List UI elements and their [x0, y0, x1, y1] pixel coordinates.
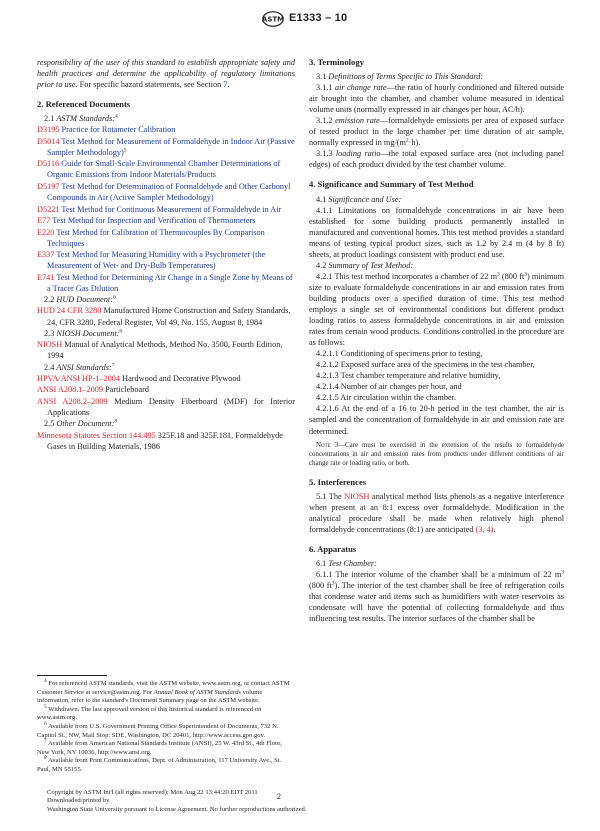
astm-logo-icon	[262, 11, 284, 27]
reference-item: D5197 Test Method for Determination of Formaldehyde and Other Carbonyl Compounds in Air (Active Sampler Methodology)	[37, 181, 291, 203]
reference-item: HPVA/ANSI HP-1–2004 Hardwood and Decorative Plywood	[37, 373, 241, 383]
reference-link[interactable]: D5014	[37, 136, 60, 146]
reference-item: D5116 Guide for Small-Scale Environmental Chamber Determinations of Organic Emissions from Indoor Materials/Products	[37, 159, 281, 180]
reference-link[interactable]: E741	[37, 272, 55, 282]
definition-paragraph: 3.1.1 air change rate—the ratio of hourly conditioned and filtered outside air brought into the chamber, and chamber volume measured in identical volume units (normally expressed in air changes per hour, AC/h).	[309, 83, 564, 115]
section-heading-5: 5. Interferences	[309, 476, 367, 487]
copyright-notice: Copyright by ASTM Int'l (all rights reserved); Mon Aug 22 13:44:20 EDT 2011 Downloaded/printed by Washington State University pursuant to License Agreement. No further reproductions authorized.	[47, 789, 307, 813]
reference-item: E337 Test Method for Measuring Humidity with a Psychrometer (the Measurement of Wet- and Dry-Bulb Temperatures)	[37, 250, 266, 271]
section-heading-4: 4. Significance and Summary of Test Method	[309, 179, 474, 190]
note: Note 3—Care must be exercised in the extension of the results to formaldehyde concentrations in air and emission rates from products under different conditions of air change rate or loading ratio, or both.	[309, 441, 564, 467]
list-item: 4.2.1.6 At the end of a 16 to 20-h period in the test chamber, the air is sampled and the concentration of formaldehyde in air and emission rate are determined.	[309, 404, 564, 436]
list-item: 4.2.1.3 Test chamber temperature and relative humidity,	[316, 371, 501, 381]
page-header	[0, 9, 600, 29]
section-heading-2: 2. Referenced Documents	[37, 99, 131, 110]
definition-paragraph: 3.1.3 loading ratio—the total exposed surface area (not including panel edges) of each product divided by the test chamber volume.	[309, 149, 564, 170]
reference-link[interactable]: E77	[37, 216, 51, 226]
reference-link[interactable]: E337	[37, 250, 55, 260]
reference-link[interactable]: NIOSH	[37, 340, 63, 350]
reference-link[interactable]: D3195	[37, 125, 60, 135]
citation-link[interactable]: (3, 4)	[475, 524, 494, 534]
reference-item: D5014 Test Method for Measurement of Formaldehyde in Indoor Air (Passive Sampler Methodology)$^5$	[37, 136, 295, 157]
subsection-4-1: 4.1 Significance and Use:	[316, 194, 402, 204]
subsection-2-1: 2.1 ASTM Standards:$^4$	[44, 113, 118, 124]
svg-text:ASTM: ASTM	[262, 15, 284, 24]
footnote: $^7$ Available from American National Standards Institute (ANSI), 25 W. 43rd St., 4th Floor, New York, NY 10036, http://www.ansi.org.	[37, 737, 282, 756]
reference-link[interactable]: E220	[37, 227, 55, 237]
footnote: $^5$ Withdrawn. The last approved version of this historical standard is referenced on www.astm.org.	[37, 703, 262, 722]
subsection-2-3: 2.3 NIOSH Document:$^6$	[44, 328, 123, 339]
footnote: $^4$ For referenced ASTM standards, visit the ASTM website, www.astm.org, or contact ASTM Customer Service at service@astm.org. For Annual Book of ASTM Standards volume information, refer to the standard's Document Summary page on the ASTM website.	[37, 677, 290, 705]
section-heading-6: 6. Apparatus	[309, 543, 357, 554]
intro-text: responsibility of the user of this standard to establish appropriate safety and health practices and determine the applicability of regulatory limitations prior to use. For specific hazard statements, see Section 7.	[37, 58, 295, 90]
reference-item: D5221 Test Method for Continuous Measurement of Formaldehyde in Air	[37, 204, 282, 214]
footnotes	[37, 677, 295, 775]
body-paragraph: 5.1 The NIOSH analytical method lists phenols as a negative interference when present at an 8:1 excess over formaldehyde. Modification in the analytical procedure shall be made when relatively high phenol formaldehyde concentrations (8:1) are anticipated (3, 4).	[309, 491, 564, 534]
reference-item: ANSI A208.2–2009 Medium Density Fiberboard (MDF) for Interior Applications	[37, 396, 295, 417]
reference-link[interactable]: HPVA/ANSI HP-1–2004	[37, 373, 121, 383]
reference-link[interactable]: ANSI A208.1–2009	[37, 385, 104, 395]
reference-item: E77 Test Method for Inspection and Verification of Thermometers	[37, 216, 256, 226]
footnote: $^6$ Available from U.S. Government Printing Office Superintendent of Documents, 732 N. Capitol St., NW, Mail Stop: SDE, Washington, DC 20401, http://www.access.gpo.gov.	[37, 720, 279, 739]
reference-item: NIOSH Manual of Analytical Methods, Method No. 3500, Fourth Edition, 1994	[37, 340, 283, 361]
list-item: 4.2.1.4 Number of air changes per hour, and	[316, 382, 462, 392]
subsection-2-5: 2.5 Other Document:$^8$	[44, 418, 118, 429]
left-column	[37, 57, 295, 452]
subsection-6-1: 6.1 Test Chamber:	[316, 558, 377, 568]
reference-item: D3195 Practice for Rotameter Calibration	[37, 125, 176, 135]
section-heading-3: 3. Terminology	[309, 57, 364, 67]
reference-link[interactable]: HUD 24 CFR 3280	[37, 306, 102, 316]
reference-link[interactable]: D5197	[37, 181, 60, 191]
footnote: $^8$ Available from Print Communications, Dept. of Administration, 117 University Ave., St. Paul, MN 55155.	[37, 755, 282, 773]
subsection-3-1: 3.1 Definitions of Terms Specific to This Standard:	[316, 72, 484, 82]
list-item: 4.2.1.2 Exposed surface area of the specimens in the test chamber,	[316, 360, 535, 370]
reference-item: ANSI A208.1–2009 Particleboard	[37, 385, 150, 395]
list-item: 4.2.1.1 Conditioning of specimens prior to testing,	[316, 349, 483, 359]
reference-link[interactable]: D5221	[37, 204, 60, 214]
subsection-4-2: 4.2 Summary of Test Method:	[316, 260, 414, 270]
definition-paragraph: 3.1.2 emission rate—formaldehyde emissions per area of exposed surface of tested product in the large chamber per time duration of air sample, normally expressed in $mg/(m^2\cdot h)$.	[309, 116, 564, 148]
reference-link[interactable]: Minnesota Statutes Section 144.495	[37, 430, 156, 440]
subsection-2-4: 2.4 ANSI Standards:$^7$	[44, 361, 115, 372]
list-item: 4.2.1.5 Air circulation within the chamber.	[316, 393, 456, 403]
document-designation: E1333 – 10	[289, 12, 348, 24]
right-column	[309, 57, 564, 624]
reference-item: E741 Test Method for Determining Air Change in a Single Zone by Means of a Tracer Gas Dilution	[37, 272, 293, 293]
body-paragraph: 4.1.1 Limitations on formaldehyde concentrations in air have been established for some building products permanently installed in manufactured and conventional homes. This test method provides a standard means of testing typical product sizes, such as 1.2 by 2.4 m (4 by 8 ft) sheets, at product loadings consistent with product end use.	[309, 205, 564, 259]
reference-item: HUD 24 CFR 3280 Manufactured Home Construction and Safety Standards, 24, CFR 3280, Federal Register, Vol 49, No. 155, August 8, 1984	[37, 306, 291, 327]
body-paragraph: 4.2.1 This test method incorporates a chamber of 22 $m^3$ (800 $ft^3$) minimum size to evaluate formaldehyde concentrations in air and emission rates from building products over a specified duration of time. This test method employs a single set of environmental conditions but different product loading ratios to assess formaldehyde concentrations in air and emission rates from certain wood products. Conditions controlled in the procedure are as follows:	[309, 271, 564, 348]
reference-link[interactable]: D5116	[37, 159, 60, 169]
reference-item: Minnesota Statutes Section 144.495 325F.18 and 325F.181, Formaldehyde Gases in Building Materials, 1986	[37, 430, 283, 451]
subsection-2-2: 2.2 HUD Document:$^6$	[44, 294, 116, 305]
footnote-divider	[37, 675, 107, 676]
astm-reference-list	[37, 124, 295, 294]
page-number: 2	[277, 792, 281, 801]
reference-link[interactable]: ANSI A208.2–2009	[37, 396, 108, 406]
body-paragraph: 6.1.1 The interior volume of the chamber shall be a minimum of 22 $m^3$ (800 $ft^3$). The interior of the test chamber shall be free of refrigeration coils that condense water and items such as humidifiers with water reservoirs as condensate will have the potential of collecting formaldehyde and thus influencing test results. The interior surfaces of the chamber shall be	[309, 569, 564, 624]
reference-item: E220 Test Method for Calibration of Thermocouples By Comparison Techniques	[37, 227, 265, 248]
reference-link[interactable]: NIOSH	[344, 491, 370, 501]
